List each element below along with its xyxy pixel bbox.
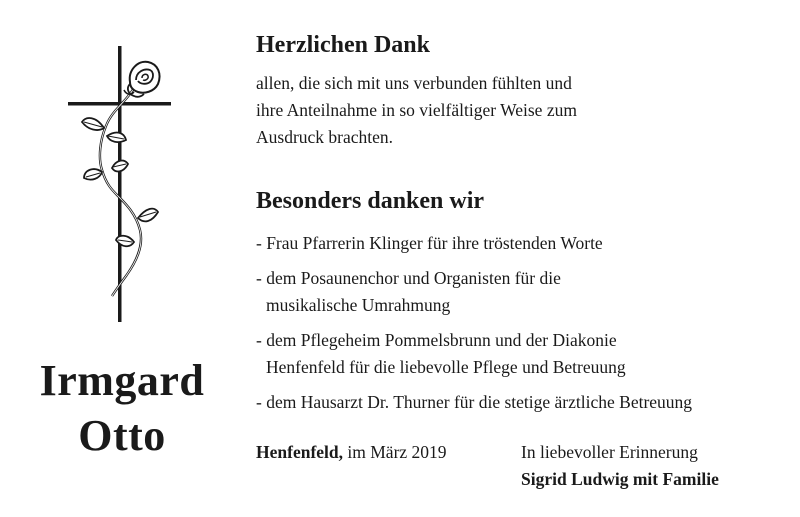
date: im März 2019 bbox=[347, 442, 447, 462]
special-thanks-heading: Besonders danken wir bbox=[256, 188, 485, 214]
list-item-line: - dem Hausarzt Dr. Thurner für die stetige ärztliche Betreuung bbox=[256, 392, 693, 412]
list-item-line: - dem Posaunenchor und Organisten für die bbox=[256, 268, 561, 288]
place-date bbox=[256, 439, 447, 466]
list-item-line: - Frau Pfarrerin Klinger für ihre tröstenden Worte bbox=[256, 233, 603, 253]
list-item bbox=[256, 327, 786, 381]
memory-text: In liebevoller Erinnerung bbox=[521, 442, 698, 462]
signature: Sigrid Ludwig mit Familie bbox=[521, 469, 719, 489]
list-item-line: Henfenfeld für die liebevolle Pflege und Betreuung bbox=[266, 357, 626, 377]
cross-with-rose-icon bbox=[60, 40, 180, 330]
thanks-line: Ausdruck brachten. bbox=[256, 127, 394, 147]
last-name: Otto bbox=[78, 411, 166, 460]
thanks-text bbox=[256, 70, 786, 151]
thanks-line: ihre Anteilnahme in so vielfältiger Weise zum bbox=[256, 100, 577, 120]
list-item-line: - dem Pflegeheim Pommelsbrunn und der Diakonie bbox=[256, 330, 617, 350]
list-item bbox=[256, 230, 786, 257]
deceased-name bbox=[18, 358, 226, 459]
special-thanks-list bbox=[256, 230, 786, 424]
thanks-section bbox=[256, 30, 786, 151]
thanks-line: allen, die sich mit uns verbunden fühlten und bbox=[256, 73, 572, 93]
first-name: Irmgard bbox=[39, 356, 205, 405]
thanks-heading: Herzlichen Dank bbox=[256, 32, 430, 58]
list-item bbox=[256, 389, 786, 416]
list-item-line: musikalische Umrahmung bbox=[266, 295, 451, 315]
list-item bbox=[256, 265, 786, 319]
place: Henfenfeld, bbox=[256, 442, 344, 462]
signature-block bbox=[521, 439, 719, 493]
